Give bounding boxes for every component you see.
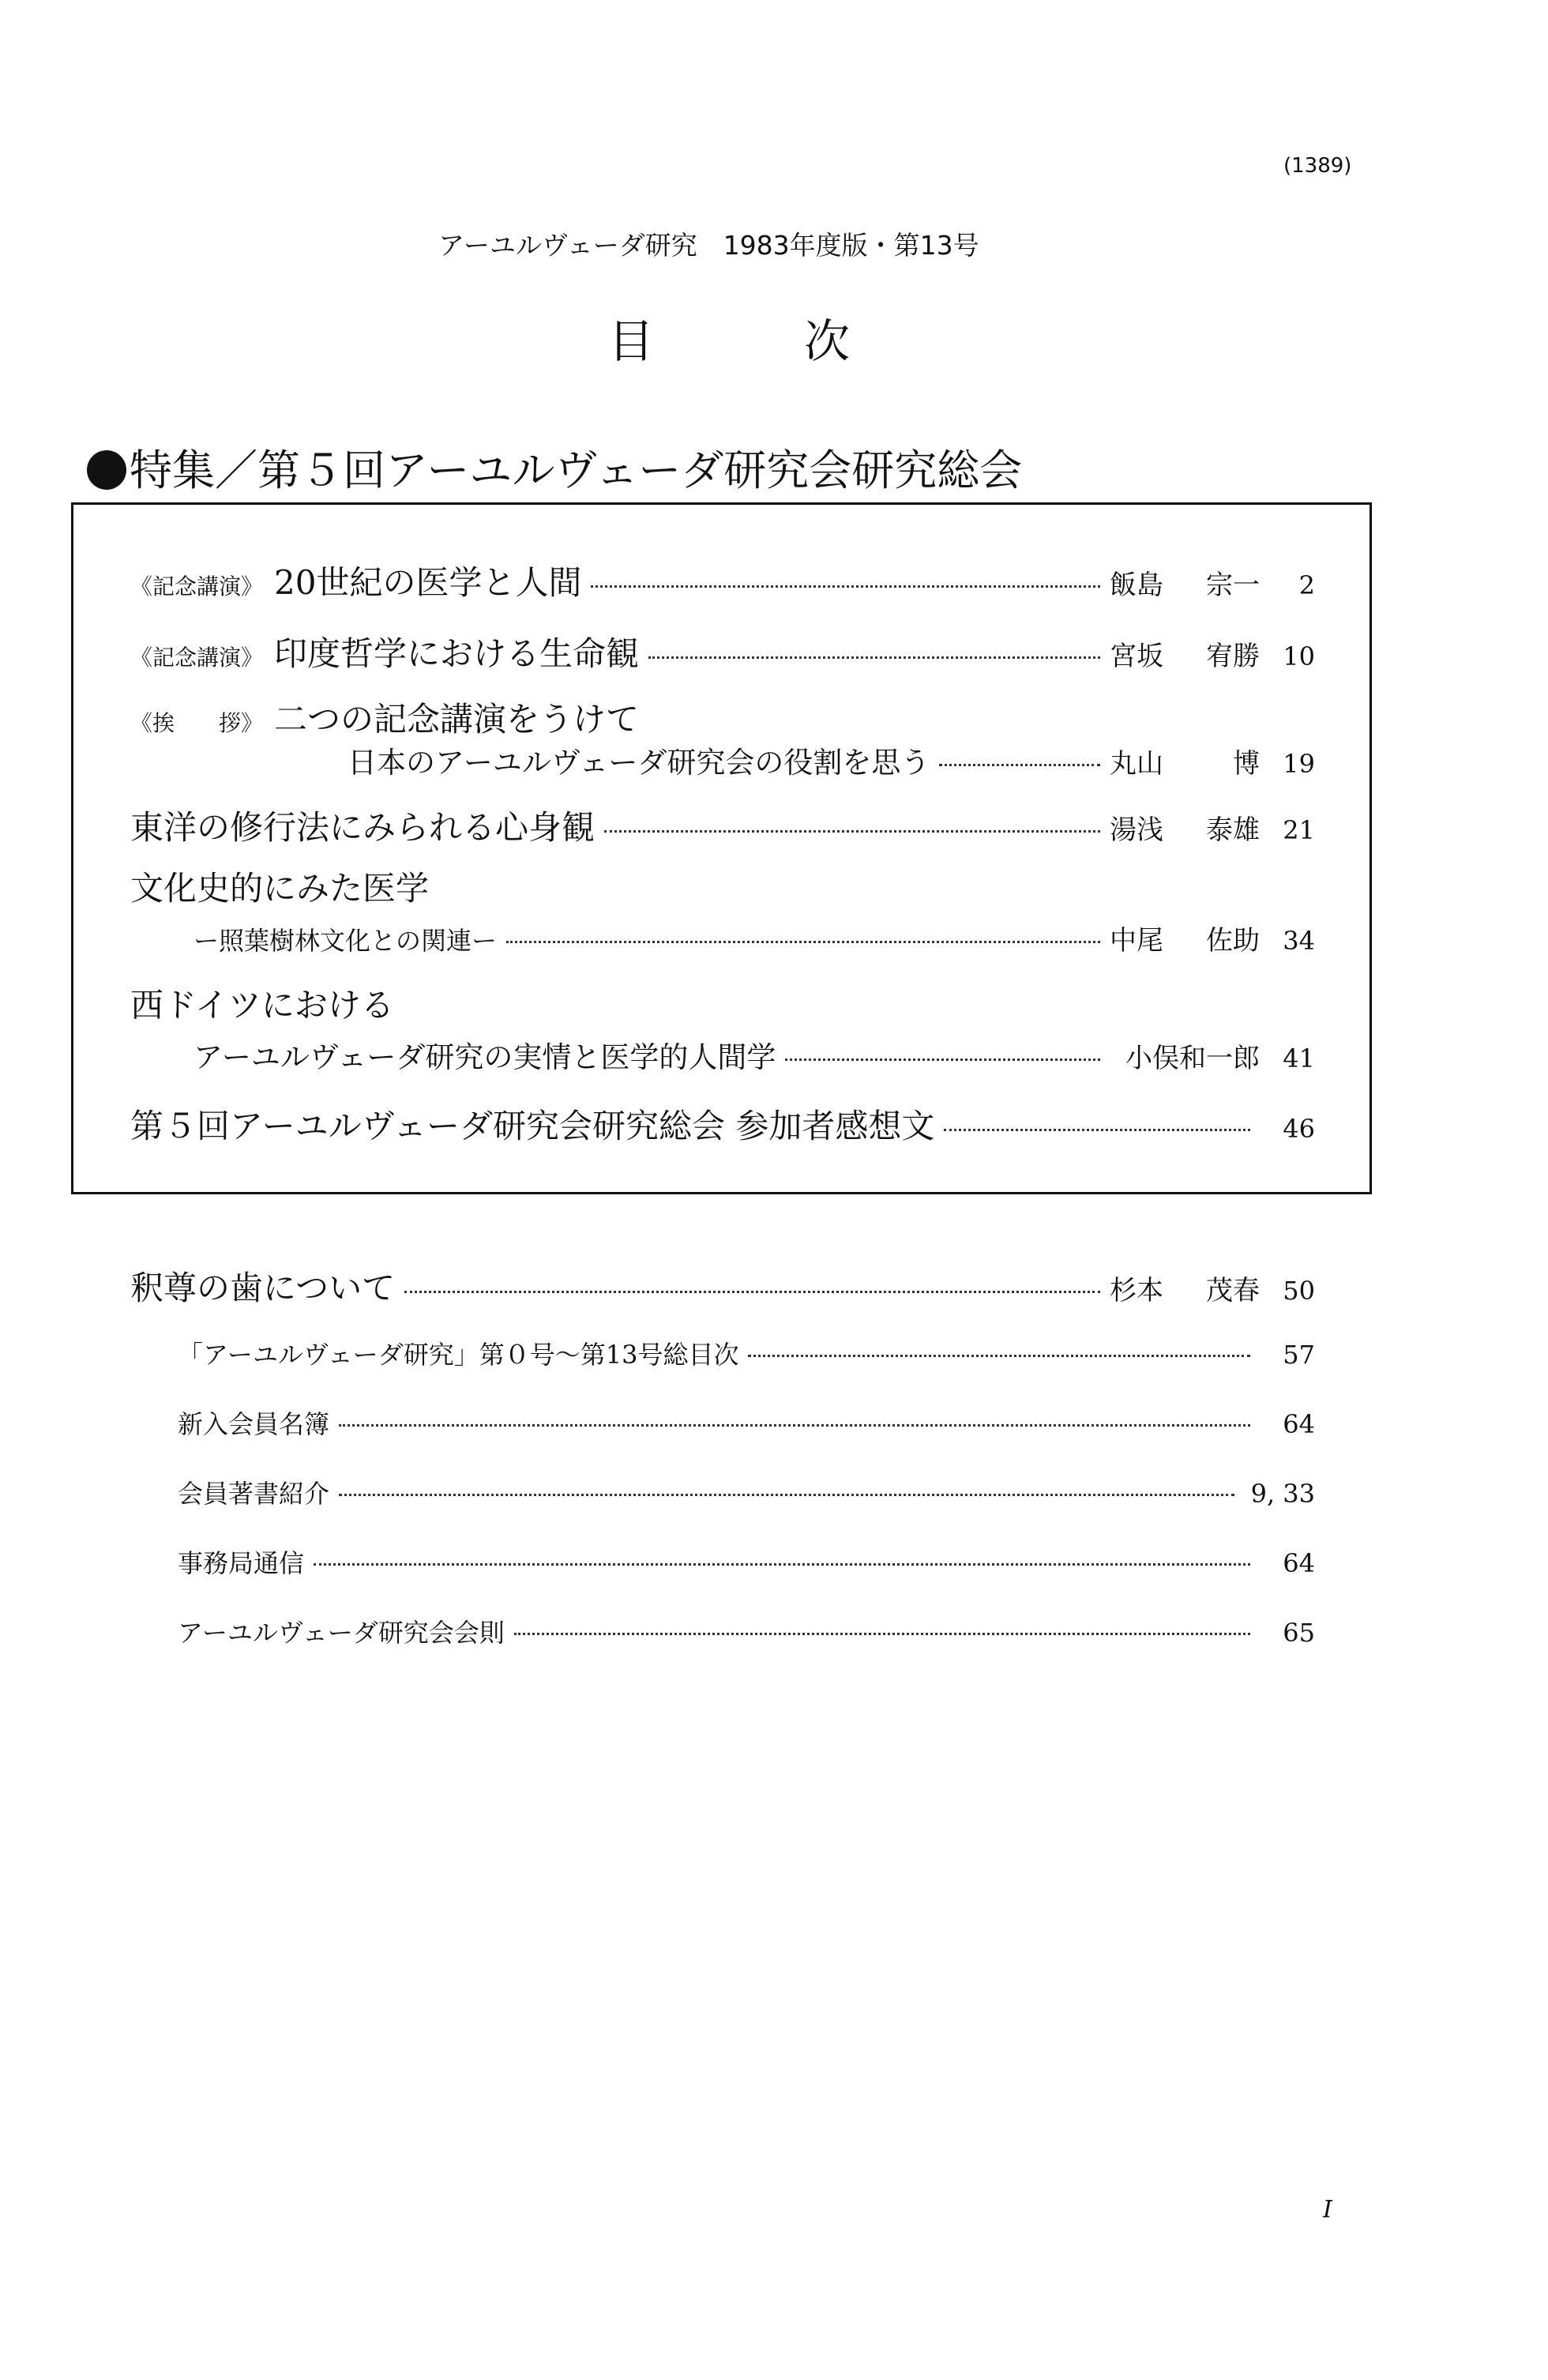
- toc-heading: 目次: [608, 314, 1001, 368]
- entry-subtitle: アーユルヴェーダ研究の実情と医学的人間学: [194, 1040, 776, 1074]
- entry-title: 会員著書紹介: [178, 1479, 330, 1509]
- entry-author: 飯島 宗一: [1110, 570, 1260, 601]
- entry-title: 新入会員名簿: [178, 1409, 330, 1439]
- entry-title: 20世紀の医学と人間: [274, 563, 582, 602]
- entry-title: 「アーユルヴェーダ研究」第０号〜第13号総目次: [178, 1340, 739, 1370]
- bullet-icon: [87, 450, 126, 490]
- entry-page: 19: [1283, 749, 1315, 779]
- entry-page: 65: [1283, 1618, 1315, 1648]
- entry-page: 64: [1283, 1409, 1315, 1439]
- entry-author: 宮坂 宥勝: [1110, 641, 1260, 672]
- entry-page: 10: [1283, 641, 1315, 671]
- entry-title: 第５回アーユルヴェーダ研究会研究総会 参加者感想文: [130, 1107, 935, 1145]
- entry-tag: 《記念講演》: [130, 645, 264, 671]
- dot-leader: [591, 585, 1100, 588]
- toc-entry[interactable]: [178, 1543, 1315, 1580]
- entry-page: 9, 33: [1250, 1479, 1315, 1509]
- entry-title[interactable]: 西ドイツにおける: [130, 986, 394, 1025]
- entry-page: 57: [1283, 1340, 1315, 1370]
- dot-leader: [314, 1563, 1250, 1566]
- entry-title: 東洋の修行法にみられる心身観: [130, 808, 596, 847]
- toc-entry[interactable]: [130, 802, 1315, 849]
- entry-title: 事務局通信: [178, 1548, 305, 1578]
- folio-number: I: [1323, 2196, 1332, 2224]
- entry-subtitle: ー照葉樹林文化との関連ー: [194, 926, 498, 956]
- entry-title: アーユルヴェーダ研究会会則: [178, 1618, 505, 1648]
- toc-entry[interactable]: [178, 1474, 1315, 1510]
- toc-entry[interactable]: [130, 1262, 1315, 1310]
- entry-title: 釈尊の歯について: [130, 1269, 396, 1307]
- dot-leader: [339, 1424, 1250, 1427]
- toc-entry[interactable]: [130, 557, 1315, 604]
- entry-tag: 《挨 拶》: [130, 710, 264, 736]
- journal-header: アーユルヴェーダ研究 1983年度版・第13号: [438, 230, 979, 261]
- entry-title: 印度哲学における生命観: [274, 634, 640, 673]
- entry-page: 2: [1298, 570, 1315, 600]
- entry-page: 41: [1283, 1043, 1315, 1073]
- toc-entry[interactable]: [130, 1100, 1315, 1148]
- toc-entry-heading[interactable]: [130, 694, 639, 741]
- entry-author: 丸山 博: [1110, 748, 1260, 780]
- feature-title-text: 特集／第５回アーユルヴェーダ研究会研究総会: [130, 446, 1023, 495]
- dot-leader: [506, 941, 1100, 943]
- dot-leader: [514, 1633, 1250, 1635]
- dot-leader: [939, 764, 1100, 766]
- toc-entry[interactable]: [348, 739, 1315, 781]
- toc-entry[interactable]: [178, 1613, 1315, 1649]
- entry-author: 湯浅 泰雄: [1110, 814, 1260, 846]
- entry-tag: 《記念講演》: [130, 573, 264, 600]
- dot-leader: [785, 1058, 1100, 1061]
- entry-page: 50: [1283, 1276, 1315, 1306]
- dot-leader: [648, 656, 1100, 659]
- entry-page: 64: [1283, 1548, 1315, 1578]
- page-number-top: (1389): [1283, 154, 1352, 178]
- entry-subtitle: 日本のアーユルヴェーダ研究会の役割を思う: [348, 746, 930, 780]
- dot-leader: [339, 1494, 1234, 1496]
- dot-leader: [404, 1291, 1100, 1293]
- dot-leader: [944, 1129, 1250, 1131]
- entry-author: 小俣和一郎: [1125, 1043, 1260, 1074]
- entry-title: 二つの記念講演をうけて: [274, 700, 640, 739]
- toc-entry[interactable]: [130, 628, 1315, 675]
- entry-page: 46: [1283, 1114, 1315, 1144]
- toc-entry[interactable]: [194, 919, 1315, 957]
- entry-title[interactable]: 文化史的にみた医学: [130, 869, 430, 908]
- entry-author: 杉本 茂春: [1110, 1275, 1260, 1307]
- entry-page: 21: [1283, 815, 1315, 845]
- toc-entry[interactable]: [194, 1033, 1315, 1076]
- entry-page: 34: [1283, 926, 1315, 956]
- dot-leader: [604, 830, 1100, 833]
- toc-entry[interactable]: [178, 1404, 1315, 1441]
- dot-leader: [748, 1355, 1250, 1357]
- feature-title: [87, 437, 1022, 498]
- entry-author: 中尾 佐助: [1110, 925, 1260, 957]
- toc-entry[interactable]: [178, 1335, 1315, 1371]
